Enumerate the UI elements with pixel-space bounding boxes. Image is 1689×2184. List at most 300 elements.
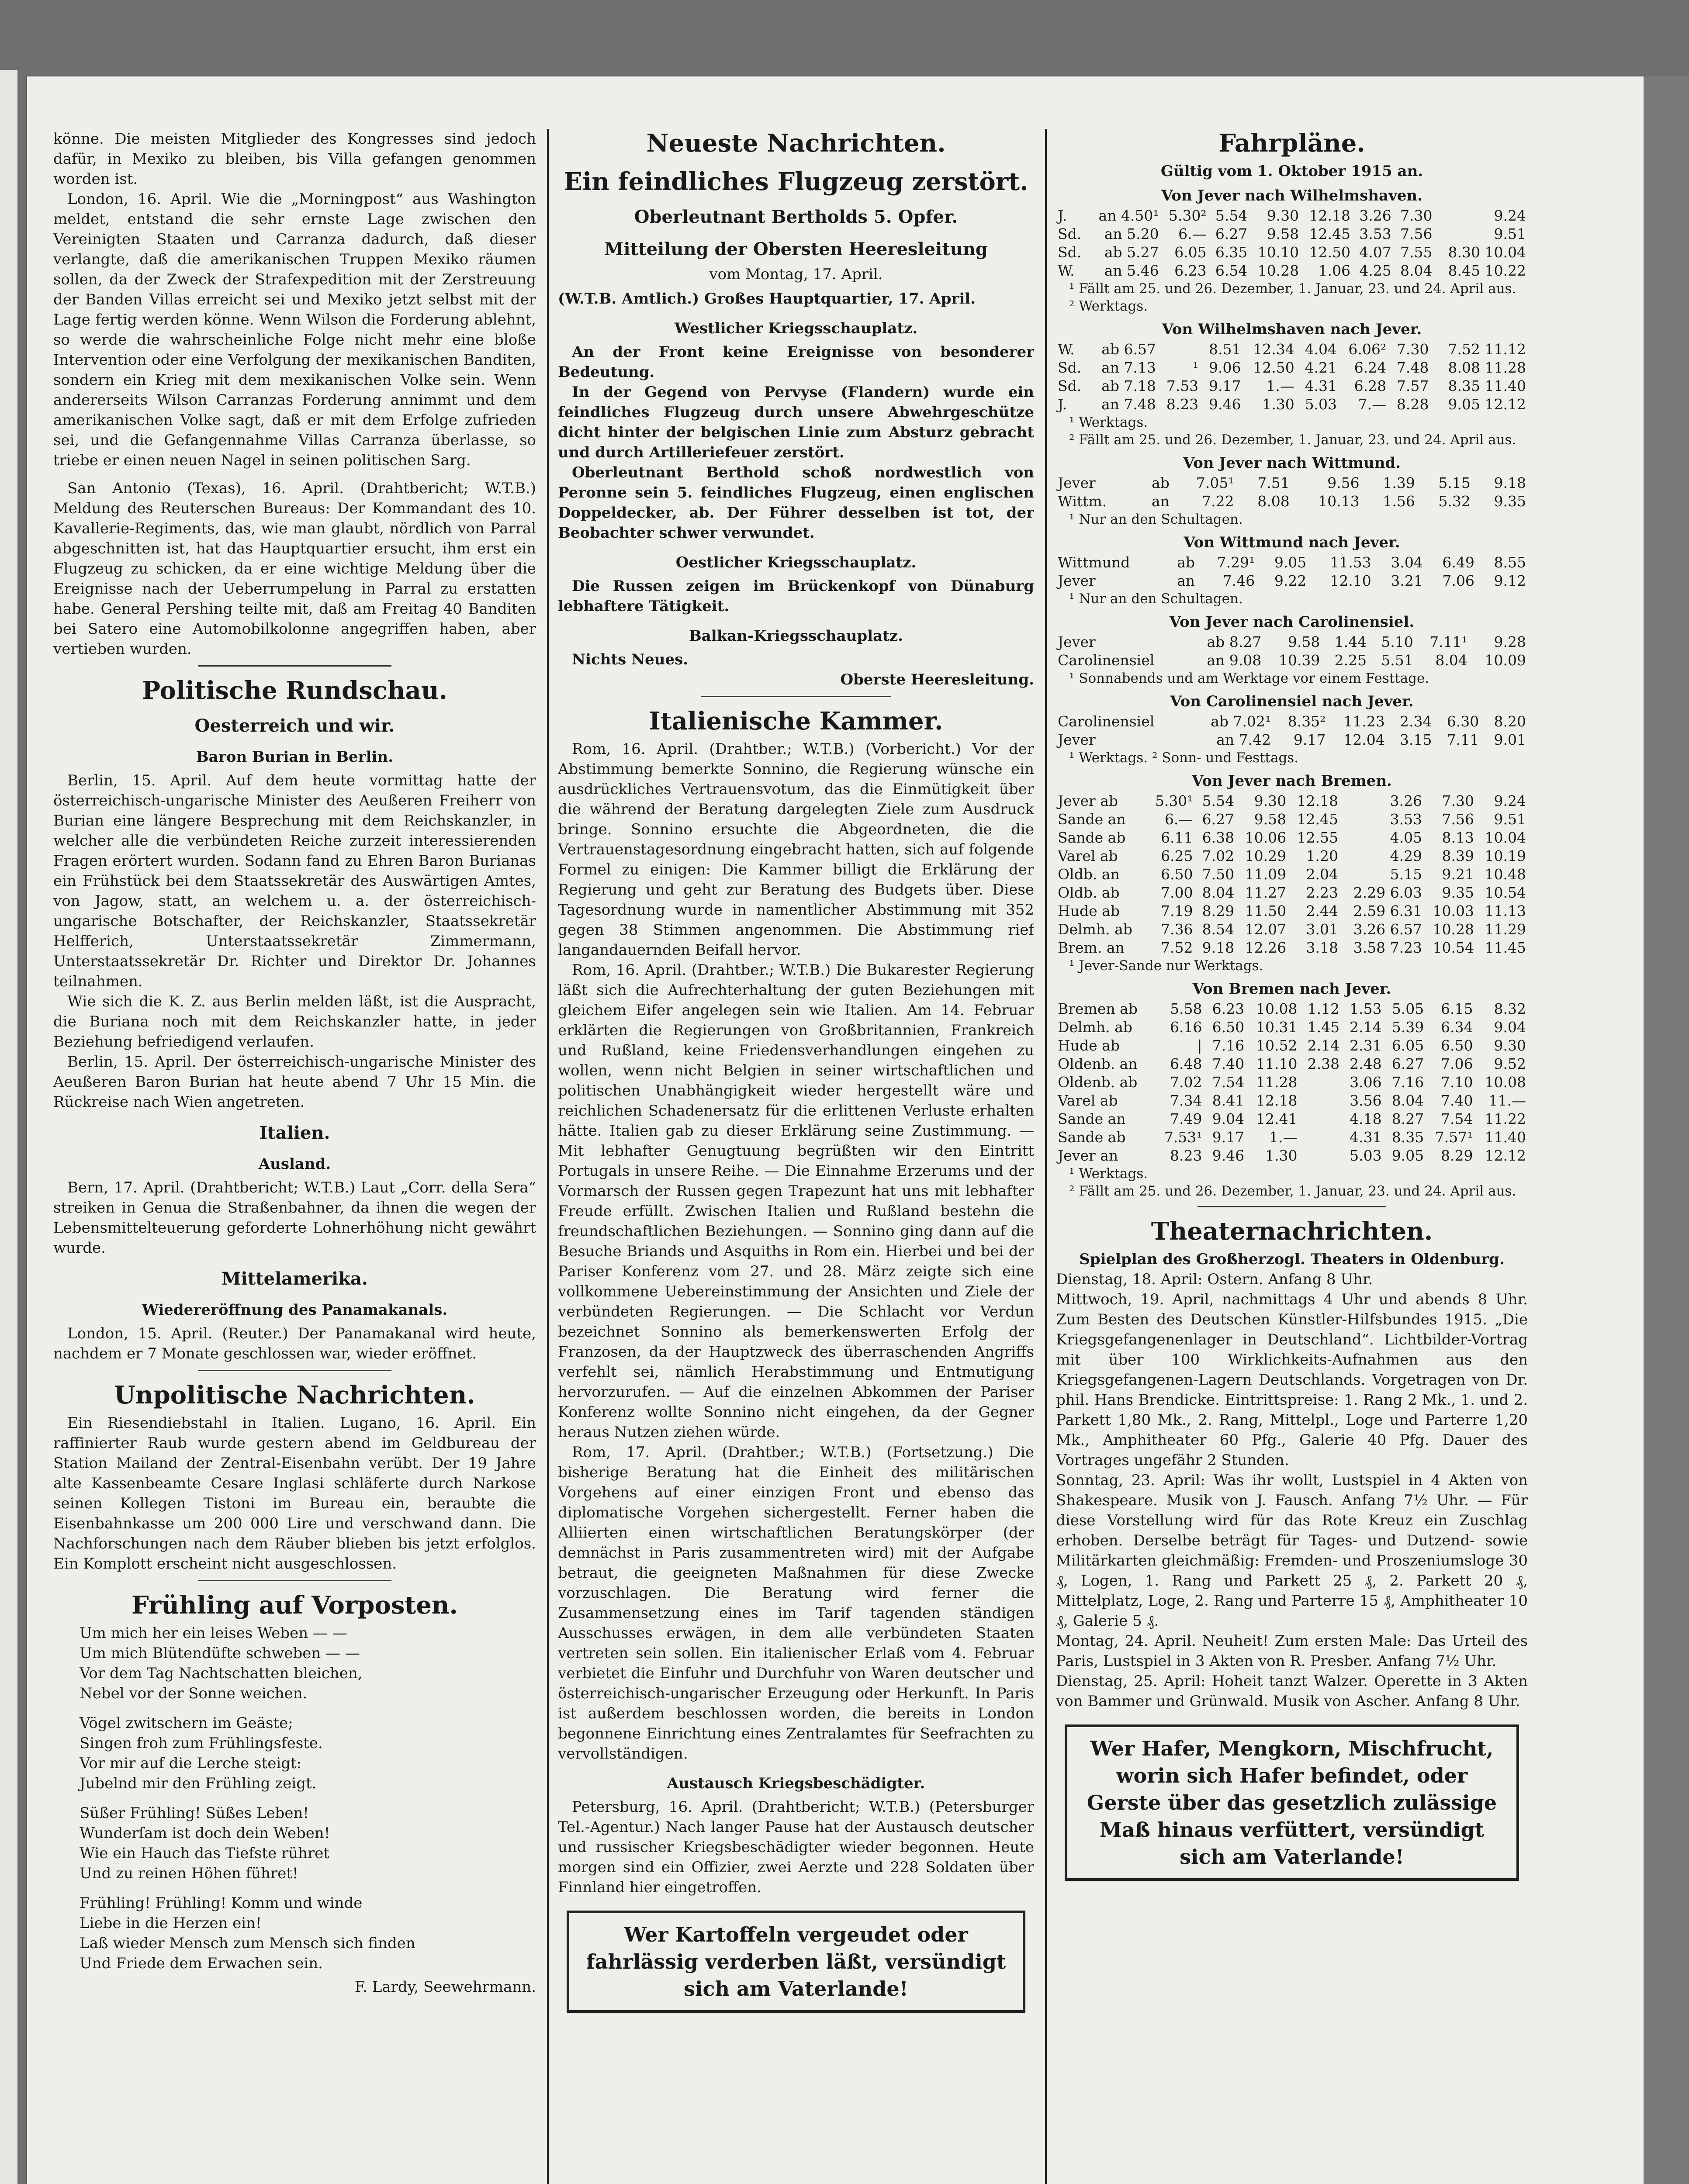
timetable-cell: 7.49 <box>1170 1110 1202 1127</box>
timetable-row <box>1056 829 1528 847</box>
timetable-cell: 4.25 <box>1359 262 1391 279</box>
timetable-cell <box>1299 1073 1342 1092</box>
paragraph: Rom, 16. April. (Drahtber.; W.T.B.) (Vorbericht.) Vor der Abstimmung bemerkte Sonnino, die Regierung wünsche ein ausdrückliches Vertrauensvotum, das die Einmütigkeit über die während der Beratung dargelegten Ziele zum Ausdruck bringe. Sonnino ersuchte die Abgeordneten, die die Vertrauenstagesordnung eingebracht hatten, sich auf folgende Formel zu einigen: Die Kammer billigt die Erklärung der Regierung und geht zur Beratung des Budgets über. Diese Tagesordnung wurde in namentlicher Abstimmung mit 352 gegen 38 Stimmen angenommen. Die Abstimmung rief langandauernden Beifall hervor. <box>558 740 1034 959</box>
timetable-cell: 9.12 <box>1494 572 1526 589</box>
timetable-cell: 2.44 <box>1306 902 1339 919</box>
timetable-cell: 1.44 <box>1334 633 1367 650</box>
timetable-row <box>1056 1037 1528 1055</box>
timetable-cell: 1.53 <box>1350 1000 1382 1017</box>
timetable-cell: 9.17 <box>1212 1129 1245 1146</box>
timetable-row <box>1056 1018 1528 1037</box>
timetable-row <box>1056 1147 1528 1165</box>
timetable-cell: 12.18 <box>1297 792 1339 809</box>
timetable-cell: 8.51 <box>1208 341 1241 358</box>
timetable-cell: an 7.13 <box>1101 359 1156 376</box>
timetable-cell: 3.18 <box>1306 939 1339 956</box>
timetable-row <box>1056 1092 1528 1110</box>
timetable-cell: Oldenb. ab <box>1058 1074 1138 1091</box>
paragraph: Petersburg, 16. April. (Drahtbericht; W.T.B.) (Petersburger Tel.-Agentur.) Nach langer Pause hat der Austausch deutscher und russischer Kriegsbeschädigter wieder begonnen. Heute morgen sind ein Offizier, zwei Aerzte und 228 Soldaten über Finnland hier eingetroffen. <box>558 1798 1034 1896</box>
timetable-cell: 11.50 <box>1245 902 1287 919</box>
timetable-cell: 11.27 <box>1245 884 1287 901</box>
timetable-cell: 7.55 <box>1400 244 1433 261</box>
timetable-cell: 1.45 <box>1307 1019 1340 1036</box>
timetable-cell: ab <box>1152 474 1170 491</box>
timetable-cell: 8.41 <box>1212 1092 1245 1109</box>
theater-entry: Dienstag, 18. April: Ostern. Anfang 8 Uhr. <box>1056 1271 1373 1288</box>
timetable-row <box>1056 572 1528 590</box>
timetable-cell: 10.09 <box>1485 652 1526 669</box>
timetable-cell: 3.15 <box>1400 731 1432 748</box>
timetable-row <box>1056 1110 1528 1128</box>
timetable-row <box>1056 225 1528 243</box>
timetable-cell: 8.35 <box>1391 1129 1424 1146</box>
timetable-cell: 12.50 <box>1253 359 1294 376</box>
intro-articles <box>53 129 536 659</box>
timetable-cell: 5.03 <box>1350 1147 1382 1164</box>
timetable-title: Von Jever nach Wittmund. <box>1183 454 1401 472</box>
timetable-title: Von Carolinensiel nach Jever. <box>1170 693 1414 710</box>
timetable-cell: 9.35 <box>1442 884 1474 901</box>
timetable-cell: Jever ab <box>1058 792 1118 809</box>
timetable-cell: 12.10 <box>1330 572 1371 589</box>
timetables <box>1056 186 1528 1200</box>
timetable-cell: Oldb. an <box>1058 866 1120 883</box>
timetable-cell: 7.52 <box>1161 939 1193 956</box>
timetable-row <box>1056 1128 1528 1147</box>
timetable-cell: 7.22 <box>1202 493 1234 510</box>
timetable-cell: 6.34 <box>1440 1019 1473 1036</box>
timetable-cell: ab 6.57 <box>1101 341 1156 358</box>
timetable-cell: 7.46 <box>1222 572 1255 589</box>
timetable-cell: 3.26 <box>1390 792 1422 809</box>
timetable-cell <box>1158 340 1200 359</box>
timetable-cell <box>1299 1110 1342 1128</box>
timetable-row <box>1056 902 1528 920</box>
timetable-cell: 7.— <box>1358 396 1387 413</box>
paragraph: In der Gegend von Pervyse (Flandern) wurde ein feindliches Flugzeug durch unsere Abwehrgeschütze dicht hinter der belgischen Linie zum Absturz gebracht und durch Artilleriefeuer zerstört. <box>558 384 1034 461</box>
timetable-cell: 6.23 <box>1174 262 1207 279</box>
poem-title: Frühling auf Vorposten. <box>131 1591 458 1620</box>
timetable <box>1056 474 1528 511</box>
timetable-cell: 8.30 10.04 <box>1448 244 1526 261</box>
front-title: Westlicher Kriegsschauplatz. <box>674 320 918 337</box>
timetable-cell: 6.11 <box>1161 829 1193 846</box>
timetable-cell: 9.04 <box>1494 1019 1526 1036</box>
timetable-cell: 8.55 <box>1494 554 1526 571</box>
timetable-cell: 12.41 <box>1256 1110 1298 1127</box>
timetable-cell: 7.51 <box>1257 474 1290 491</box>
timetable-cell: 5.54 <box>1202 792 1235 809</box>
timetable-cell: 5.58 <box>1170 1000 1202 1017</box>
timetable-note: ² Fällt am 25. und 26. Dezember, 1. Januar, 23. und 24. April aus. <box>1069 1183 1516 1199</box>
timetable-row <box>1056 492 1528 511</box>
timetable-cell: 6.50 <box>1212 1019 1245 1036</box>
timetable-row <box>1056 712 1528 731</box>
timetable-cell: an <box>1151 493 1170 510</box>
timetable-cell: 10.39 <box>1278 652 1320 669</box>
timetable-cell: 7.36 <box>1161 921 1193 938</box>
timetable-cell: 9.35 <box>1494 493 1526 510</box>
timetable-cell: Sande ab <box>1058 829 1126 846</box>
timetable-cell: 3.53 <box>1390 811 1422 828</box>
timetable-cell: 10.10 <box>1257 244 1299 261</box>
poem <box>53 1623 536 1973</box>
timetable-cell: 7.19 <box>1161 902 1193 919</box>
timetable-cell: 10.54 <box>1485 884 1526 901</box>
section-title: Italienische Kammer. <box>649 707 943 736</box>
timetable-cell: 8.35 11.40 <box>1448 377 1526 394</box>
separator <box>701 696 891 697</box>
timetable-row <box>1056 810 1528 829</box>
timetable-cell: 7.05¹ <box>1196 474 1234 491</box>
timetable-row <box>1056 340 1528 359</box>
paragraph: könne. Die meisten Mitglieder des Kongresses sind jedoch dafür, in Mexiko zu bleiben, bis Villa gefangen genommen worden ist. <box>53 130 536 188</box>
timetable-cell: 9.46 <box>1212 1147 1245 1164</box>
timetable-cell: 7.16 <box>1391 1074 1424 1091</box>
timetable-row <box>1056 1055 1528 1073</box>
timetable-cell: an 7.48 <box>1101 396 1156 413</box>
column-1 <box>53 129 536 2184</box>
timetable-cell: 6.— <box>1178 225 1207 242</box>
timetable-cell: 11.28 <box>1256 1074 1298 1091</box>
timetable-cell: 9.17 <box>1208 377 1241 394</box>
section-title: Neueste Nachrichten. <box>646 129 946 158</box>
timetable-cell: 6.48 <box>1170 1055 1202 1072</box>
timetable-cell: 7.57¹ <box>1435 1129 1473 1146</box>
timetable-cell: 12.45 <box>1297 811 1339 828</box>
timetable-cell: 5.39 <box>1391 1019 1424 1036</box>
timetable-cell: 9.18 <box>1202 939 1235 956</box>
timetable-cell: 6.25 <box>1161 847 1193 864</box>
timetable-cell: 2.48 <box>1350 1055 1382 1072</box>
timetable-cell: an 5.20 <box>1104 225 1159 242</box>
timetable-cell: 4.05 <box>1390 829 1422 846</box>
timetable-row <box>1056 1073 1528 1092</box>
timetable-row <box>1056 847 1528 865</box>
timetable-cell: 8.08 <box>1257 493 1290 510</box>
timetable-cell: 11.29 <box>1485 921 1526 938</box>
timetable-cell: Sande ab <box>1058 1129 1126 1146</box>
timetable-cell: 10.08 <box>1256 1000 1298 1017</box>
timetable-cell: 8.45 10.22 <box>1448 262 1526 279</box>
paragraph: London, 15. April. (Reuter.) Der Panamakanal wird heute, nachdem er 7 Monate geschlossen war, wieder eröffnet. <box>53 1325 536 1362</box>
timetable-cell: 6.28 <box>1354 377 1387 394</box>
timetable-cell: 2.25 <box>1334 652 1367 669</box>
timetable-cell: 1.06 <box>1318 262 1351 279</box>
timetable-cell: 2.31 <box>1350 1037 1382 1054</box>
timetable-cell: 8.28 <box>1396 396 1429 413</box>
timetable-cell: 7.34 <box>1170 1092 1202 1109</box>
timetable-cell: 12.50 <box>1309 244 1351 261</box>
timetable-cell: 3.56 <box>1350 1092 1382 1109</box>
front-title: Oestlicher Kriegsschauplatz. <box>675 554 917 571</box>
timetable <box>1056 633 1528 670</box>
timetable-cell: 6.50 <box>1161 866 1193 883</box>
timetable-cell: 12.07 <box>1245 921 1287 938</box>
timetable-row <box>1056 262 1528 280</box>
timetable-cell: 7.06 <box>1442 572 1474 589</box>
article-title: Baron Burian in Berlin. <box>196 748 393 766</box>
timetable-cell: 2.14 <box>1350 1019 1382 1036</box>
poem-line: Um mich Blütendüfte schweben — — <box>80 1645 360 1662</box>
timetable-cell <box>1299 1147 1342 1165</box>
timetable-cell: 7.00 <box>1161 884 1193 901</box>
timetable-cell: 6.23 <box>1212 1000 1245 1017</box>
timetable-cell: 7.40 <box>1212 1055 1245 1072</box>
timetable-cell: an 9.08 <box>1207 652 1262 669</box>
timetable-cell: 7.30 <box>1442 792 1474 809</box>
timetable-cell: ab <box>1177 554 1195 571</box>
timetable-cell: 5.05 <box>1391 1000 1424 1017</box>
timetable-cell: Hude ab <box>1058 902 1120 919</box>
timetable-cell: 12.34 <box>1253 341 1294 358</box>
timetable-cell: 7.56 <box>1442 811 1474 828</box>
timetable-cell: 5.03 <box>1305 396 1337 413</box>
timetable-cell: 7.54 <box>1212 1074 1245 1091</box>
paragraph: Ein Riesendiebstahl in Italien. Lugano, 16. April. Ein raffinierter Raub wurde gestern abend im Geldbureau der Station Mailand der Zentral-Eisenbahn verübt. Der 19 Jahre alte Kassenbeamte Cesare Inglasi schläferte durch Narkose seinen Kollegen Tistoni im Bureau ein, beraubte die Eisenbahnkasse um 200 000 Lire und verschwand dann. Die Nachforschungen nach dem Räuber blieben bis jetzt erfolglos. Ein Komplott erscheint nicht ausgeschlossen. <box>53 1414 536 1572</box>
timetable-note: ¹ Nur an den Schultagen. <box>1069 511 1243 527</box>
notice-text: Wer Kartoffeln vergeudet oder fahrlässig verderben läßt, versündigt sich am Vaterlande! <box>586 1923 1006 2001</box>
timetable-cell: 11.09 <box>1245 866 1287 883</box>
timetable-row <box>1056 939 1528 957</box>
timetable-cell: 9.58 <box>1267 225 1299 242</box>
timetable-cell: 9.21 <box>1442 866 1474 883</box>
timetable-cell: 7.11¹ <box>1429 633 1467 650</box>
timetable-cell: 2.59 6.31 <box>1353 902 1422 919</box>
headline: Ein feindliches Flugzeug zerstört. <box>564 167 1028 196</box>
timetable-note: ¹ Fällt am 25. und 26. Dezember, 1. Januar, 23. und 24. April aus. <box>1069 281 1516 297</box>
timetable-cell: 4.04 <box>1305 341 1337 358</box>
paragraph: San Antonio (Texas), 16. April. (Drahtbericht; W.T.B.) Meldung des Reuterschen Bureaus: Der Kommandant des 10. Kavallerie-Regiments, das, wie man glaubt, nördlich von Parral abgeschnitten ist, hat das Hauptquartier ersucht, ihm erst ein Flugzeug zu schicken, da er eine wichtige Meldung über die Ereignisse nach der Ueberrumpelung in Parral zu erstatten habe. General Pershing teilte mit, daß am Freitag 40 Banditen bei Satero eine Automobilkolonne angegriffen haben, aber vertieben wurden. <box>53 480 536 658</box>
poem-line: Frühling! Frühling! Komm und winde <box>80 1894 363 1912</box>
timetable-cell: 9.24 <box>1494 792 1526 809</box>
timetable-cell: 11.13 <box>1485 902 1526 919</box>
timetable-row <box>1056 633 1528 651</box>
timetable-cell: 7.53 <box>1166 377 1199 394</box>
timetable-cell: 12.18 <box>1309 207 1351 224</box>
timetable-cell: 5.30² <box>1168 207 1207 224</box>
timetable <box>1056 340 1528 414</box>
timetable-cell: 9.18 <box>1494 474 1526 491</box>
timetable-row <box>1056 359 1528 377</box>
timetable-cell: 10.29 <box>1245 847 1287 864</box>
subheadline: Oberleutnant Bertholds 5. Opfer. <box>634 207 958 227</box>
separator <box>198 1370 391 1371</box>
timetable-cell: 9.30 <box>1254 792 1287 809</box>
timetable-row <box>1056 395 1528 414</box>
timetable-cell: 2.34 <box>1400 713 1432 730</box>
subsection-title: Mittelamerika. <box>222 1268 368 1289</box>
signature: Oberste Heeresleitung. <box>840 671 1034 688</box>
timetable-cell: 4.21 <box>1305 359 1337 376</box>
poem-line: Vor dem Tag Nachtschatten bleichen, <box>80 1665 363 1682</box>
timetable-cell: Sd. <box>1058 359 1082 376</box>
poem-signature: F. Lardy, Seewehrmann. <box>354 1978 536 1996</box>
timetable-cell: 5.32 <box>1438 493 1471 510</box>
poem-line: Um mich her ein leises Weben — — <box>80 1624 347 1642</box>
report-title: Mitteilung der Obersten Heeresleitung <box>604 239 988 259</box>
notice-box <box>1065 1724 1519 1881</box>
timetable-cell: 3.21 <box>1391 572 1423 589</box>
timetable-cell: 3.26 6.57 <box>1353 921 1422 938</box>
timetable-cell: 8.29 <box>1202 902 1235 919</box>
timetable-row <box>1056 553 1528 572</box>
timetable-cell: 6.05 <box>1391 1037 1424 1054</box>
timetable-cell: 11.— <box>1488 1092 1526 1109</box>
timetable-cell: 6.30 <box>1447 713 1479 730</box>
timetable-cell: Oldenb. an <box>1058 1055 1138 1072</box>
timetable-cell: 7.16 <box>1212 1037 1245 1054</box>
timetable-cell: Jever <box>1058 474 1096 491</box>
timetable-title: Von Jever nach Carolinensiel. <box>1169 613 1415 631</box>
timetable-cell: 11.40 <box>1485 1129 1526 1146</box>
timetable-cell: 11.23 <box>1343 713 1385 730</box>
timetable-title: Von Jever nach Bremen. <box>1192 772 1392 790</box>
timetable-cell: 12.26 <box>1245 939 1287 956</box>
paragraph: Berlin, 15. April. Der österreichisch-ungarische Minister des Aeußeren Baron Burian hat heute abend 7 Uhr 15 Min. die Rückreise nach Wien angetreten. <box>53 1053 536 1111</box>
timetable-cell: 6.35 <box>1215 244 1248 261</box>
poem-line: Und zu reinen Höhen führet! <box>80 1865 298 1882</box>
timetable-cell: 7.30 <box>1396 341 1429 358</box>
timetable-cell: Sd. <box>1058 225 1082 242</box>
timetable-cell: 12.04 <box>1343 731 1385 748</box>
timetable-cell: 5.15 <box>1438 474 1471 491</box>
timetable-cell: 10.54 <box>1433 939 1474 956</box>
timetable <box>1056 553 1528 590</box>
front-title: Balkan-Kriegsschauplatz. <box>689 627 903 645</box>
timetable-cell: 9.52 <box>1494 1055 1526 1072</box>
timetable-note: ¹ Nur an den Schultagen. <box>1069 591 1243 607</box>
timetable-cell: 8.04 <box>1391 1092 1424 1109</box>
timetable-cell: 7.11 <box>1447 731 1479 748</box>
timetable-row <box>1056 377 1528 395</box>
timetable-cell: 3.26 <box>1359 207 1391 224</box>
timetable-cell: 9.05 12.12 <box>1448 396 1526 413</box>
timetable-cell: 6.24 <box>1354 359 1387 376</box>
timetable-cell: 8.39 <box>1442 847 1474 864</box>
timetable-cell: 3.58 7.23 <box>1353 939 1422 956</box>
timetable-cell: 9.28 <box>1494 633 1526 650</box>
timetable-cell: 10.48 <box>1485 866 1526 883</box>
article-title: Austausch Kriegsbeschädigter. <box>667 1775 925 1792</box>
poem-line: Wie ein Hauch das Tiefste rühret <box>80 1845 330 1862</box>
paragraph: Rom, 17. April. (Drahtber.; W.T.B.) (Fortsetzung.) Die bisherige Beratung hat die Einheit des militärischen Vorgehens auf einer einzigen Front und ebenso das diplomatische Vorgehen sichergestellt. Ferner haben die Alliierten einen wirtschaftlichen Beratungskörper (der demnächst in Paris zusammentreten wird) mit der Aufgabe betraut, die geeigneten Maßnahmen für diese Zwecke vorzuschlagen. Die Beratung wird ferner die Zusammensetzung eines im Tarif tagenden ständigen Ausschusses erwägen, in dem alle verbündeten Staaten vertreten sein sollen. Ein italienischer Erlaß vom 4. Februar verbietet die Einfuhr und Durchfuhr von Waren deutscher und österreichisch-ungarischer Erzeugung oder Herkunft. In Paris ist außerdem beschlossen worden, die bereits in London begonnene Einrichtung eines Zentralamtes für Seefrachten zu vervollständigen. <box>558 1444 1034 1762</box>
timetable-cell: 1.12 <box>1307 1000 1340 1017</box>
timetable-cell: 5.30¹ <box>1155 792 1193 809</box>
timetable-cell: Sd. <box>1058 377 1082 394</box>
timetable-cell: 8.20 <box>1494 713 1526 730</box>
timetable-cell: 3.04 <box>1391 554 1423 571</box>
timetable-cell: 6.— <box>1165 811 1193 828</box>
timetable-cell: 8.35² <box>1288 713 1326 730</box>
timetable-cell: 7.02 <box>1170 1074 1202 1091</box>
subsection-title: Oesterreich und wir. <box>194 715 395 736</box>
timetable-cell: 1.— <box>1269 1129 1298 1146</box>
timetable-note: ² Werktags. <box>1069 298 1148 314</box>
timetable-cell: 10.31 <box>1256 1019 1298 1036</box>
article-title: Wiedereröffnung des Panamakanals. <box>142 1301 448 1319</box>
timetable-cell: 1.20 <box>1306 847 1339 864</box>
timetable-cell: 5.54 <box>1215 207 1248 224</box>
timetable-cell: Brem. an <box>1058 939 1125 956</box>
timetable-cell: 10.28 <box>1257 262 1299 279</box>
timetable-note: ¹ Jever-Sande nur Werktags. <box>1069 958 1263 974</box>
timetable-cell: 2.23 <box>1306 884 1339 901</box>
timetable-note: ¹ Werktags. <box>1069 1166 1148 1182</box>
timetable-cell: 12.18 <box>1256 1092 1298 1109</box>
timetable-cell: 9.24 <box>1494 207 1526 224</box>
timetable-row <box>1056 1000 1528 1018</box>
timetable-cell: W. <box>1058 262 1075 279</box>
timetable-cell: 9.56 <box>1327 474 1360 491</box>
timetable-cell: 10.08 <box>1485 1074 1526 1091</box>
timetable-title: Von Jever nach Wilhelmshaven. <box>1161 187 1422 204</box>
timetable-cell: 9.30 <box>1267 207 1299 224</box>
timetable-cell: J. <box>1058 207 1067 224</box>
section-title: Unpolitische Nachrichten. <box>114 1381 475 1410</box>
timetable-cell: 1.30 <box>1262 396 1294 413</box>
timetable-cell: 7.40 <box>1440 1092 1473 1109</box>
paragraph: Oberleutnant Berthold schoß nordwestlich von Peronne sein 5. feindliches Flugzeug, einen englischen Doppeldecker, ab. Der Führer desselben ist tot, der Beobachter schwer verwundet. <box>558 464 1034 542</box>
timetable-cell: Varel ab <box>1058 1092 1118 1109</box>
paragraph: Bern, 17. April. (Drahtbericht; W.T.B.) Laut „Corr. della Sera“ streiken in Genua die Straßenbahner, da ihnen die wegen der Lebensmittelteuerung geforderte Lohnerhöhung nicht gewährt wurde. <box>53 1179 536 1257</box>
article-title: Ausland. <box>258 1155 331 1173</box>
timetable-cell: 3.01 <box>1306 921 1339 938</box>
separator <box>198 1580 391 1581</box>
column-rule <box>1045 129 1047 2184</box>
timetable-cell: 12.55 <box>1297 829 1339 846</box>
timetable-cell: 9.22 <box>1274 572 1307 589</box>
poem-line: Vögel zwitschern im Geäste; <box>80 1714 293 1732</box>
timetable-cell: 6.54 <box>1215 262 1248 279</box>
poem-line: Jubelnd mir den Frühling zeigt. <box>80 1775 317 1792</box>
timetable-cell: | <box>1197 1037 1202 1054</box>
timetable-cell: Jever an <box>1058 1147 1118 1164</box>
timetable-cell: 8.08 11.28 <box>1448 359 1526 376</box>
timetable-cell: 7.56 <box>1400 225 1433 242</box>
column-rule <box>547 129 549 2184</box>
timetable-row <box>1056 651 1528 670</box>
timetable-cell: 9.51 <box>1494 225 1526 242</box>
timetable-cell: 7.57 <box>1396 377 1429 394</box>
timetable-cell: 6.27 <box>1215 225 1248 242</box>
timetable-cell: Sd. <box>1058 244 1082 261</box>
timetable-cell: 6.16 <box>1170 1019 1202 1036</box>
timetable-cell: ab 5.27 <box>1104 244 1159 261</box>
timetable-cell: Jever <box>1058 731 1096 748</box>
timetable-cell: 4.29 <box>1390 847 1422 864</box>
timetable-cell: Bremen ab <box>1058 1000 1138 1017</box>
timetable-cell: 9.58 <box>1254 811 1287 828</box>
timetable-cell: Varel ab <box>1058 847 1118 864</box>
timetable-cell: 10.52 <box>1256 1037 1298 1054</box>
poem-line: Singen froh zum Frühlingsfeste. <box>80 1735 323 1752</box>
theater-entry: Sonntag, 23. April: Was ihr wollt, Lustspiel in 4 Akten von Shakespeare. Musik von J. Fausch. Anfang 7½ Uhr. — Für diese Vorstellung wird für das Rote Kreuz ein Zuschlag erhoben. Derselbe beträgt für Tages- und Dutzend- sowie Militärkarten gleichmäßig: Fremden- und Proszeniumsloge 30 ₰, Logen, 1. Rang und Parkett 25 ₰, 2. Parkett 20 ₰, Mittelplatz, Loge, 2. Rang und Parterre 15 ₰, Amphitheater 10 ₰, Galerie 5 ₰. <box>1056 1472 1528 1630</box>
timetable-cell: Jever <box>1058 572 1096 589</box>
timetable-cell: 4.18 <box>1350 1110 1382 1127</box>
paragraph: Wie sich die K. Z. aus Berlin melden läßt, ist die Auspracht, die Buriana noch mit dem Reichskanzler hatte, in jeder Beziehung befriedigend verlaufen. <box>53 993 536 1051</box>
timetable-cell: Delmh. ab <box>1058 921 1132 938</box>
timetable <box>1056 712 1528 749</box>
timetable-cell: ab 7.02¹ <box>1211 713 1271 730</box>
timetable-cell: Jever <box>1058 633 1096 650</box>
timetable-cell: 1.30 <box>1265 1147 1298 1164</box>
timetable-cell: Oldb. ab <box>1058 884 1120 901</box>
timetable-cell: 7.53¹ <box>1164 1129 1202 1146</box>
timetable-cell: 8.32 <box>1494 1000 1526 1017</box>
timetable-cell: 7.02 <box>1202 847 1235 864</box>
timetable-cell: 6.15 <box>1440 1000 1473 1017</box>
